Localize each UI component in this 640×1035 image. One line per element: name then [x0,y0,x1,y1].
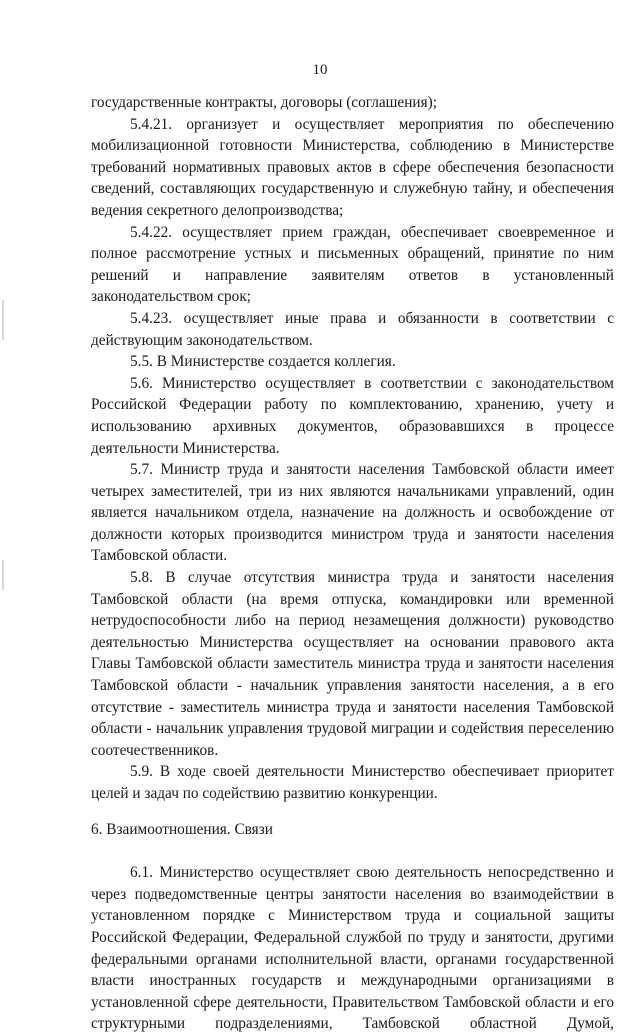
paragraph-continuation: государственные контракты, договоры (соглашения); [91,94,437,111]
paragraph-5-6: 5.6. Министерство осуществляет в соответствии с законодательством Российской Федерации работу по комплектованию, хранению, учету и использованию архивных документов, образовавшихся в процессе деятельности Министерства. [91,374,614,457]
page-number: 10 [312,62,328,78]
paragraph-5-8: 5.8. В случае отсутствия министра труда и занятости населения Тамбовской области (на время отпуска, командировки или временной нетрудоспособности либо на период незамещения должности) руководство деятельностью Министерства осуществляет на основании правового акта Главы Тамбовской области заместитель министра труда и занятости населения Тамбовской области - начальник управления занятости населения, а в его отсутствие - заместитель министра труда и занятости населения Тамбовской области - начальник управления трудовой миграции и содействия переселению соотечественников. [91,569,614,759]
paragraph-5-4-23: 5.4.23. осуществляет иные права и обязанности в соответствии с действующим законодательством. [91,309,614,349]
document-body [91,92,614,1035]
paragraph-5-5: 5.5. В Министерстве создается коллегия. [130,353,396,371]
scan-artifact [2,560,4,590]
paragraph-5-9: 5.9. В ходе своей деятельности Министерство обеспечивает приоритет целей и задач по содействию развитию конкуренции. [91,763,614,802]
paragraph-5-7: 5.7. Министр труда и занятости населения Тамбовской области имеет четырех заместителей, три из них являются начальниками управлений, один является начальником отдела, назначение на должность и освобождение от должности которых производится министром труда и занятости населения Тамбовской области. [91,461,614,565]
scan-artifact [2,300,4,340]
paragraph-5-4-21: 5.4.21. организует и осуществляет мероприятия по обеспечению мобилизационной готовности Министерства, соблюдению в Министерстве требований нормативных правовых актов в сфере обеспечения безопасности сведений, составляющих государственную и служебную тайну, и обеспечения ведения секретного делопроизводства; [91,115,614,219]
paragraph-5-4-22: 5.4.22. осуществляет прием граждан, обеспечивает своевременное и полное рассмотрение устных и письменных обращений, принятие по ним решений и направление заявителям ответов в установленный законодательством срок; [91,223,614,306]
section-title: 6. Взаимоотношения. Связи [91,820,273,838]
paragraph-6-1: 6.1. Министерство осуществляет свою деятельность непосредственно и через подведомственные центры занятости населения во взаимодействии в установленном порядке с Министерством труда и социальной защиты Российской Федерации, Федеральной службой по труду и занятости, другими федеральными органами исполнительной власти, органами государственной власти иностранных государств и международными организациями в установленной сфере деятельности, Правительством Тамбовской области и его структурными подразделениями, Тамбовской областной Думой, [91,864,614,1033]
